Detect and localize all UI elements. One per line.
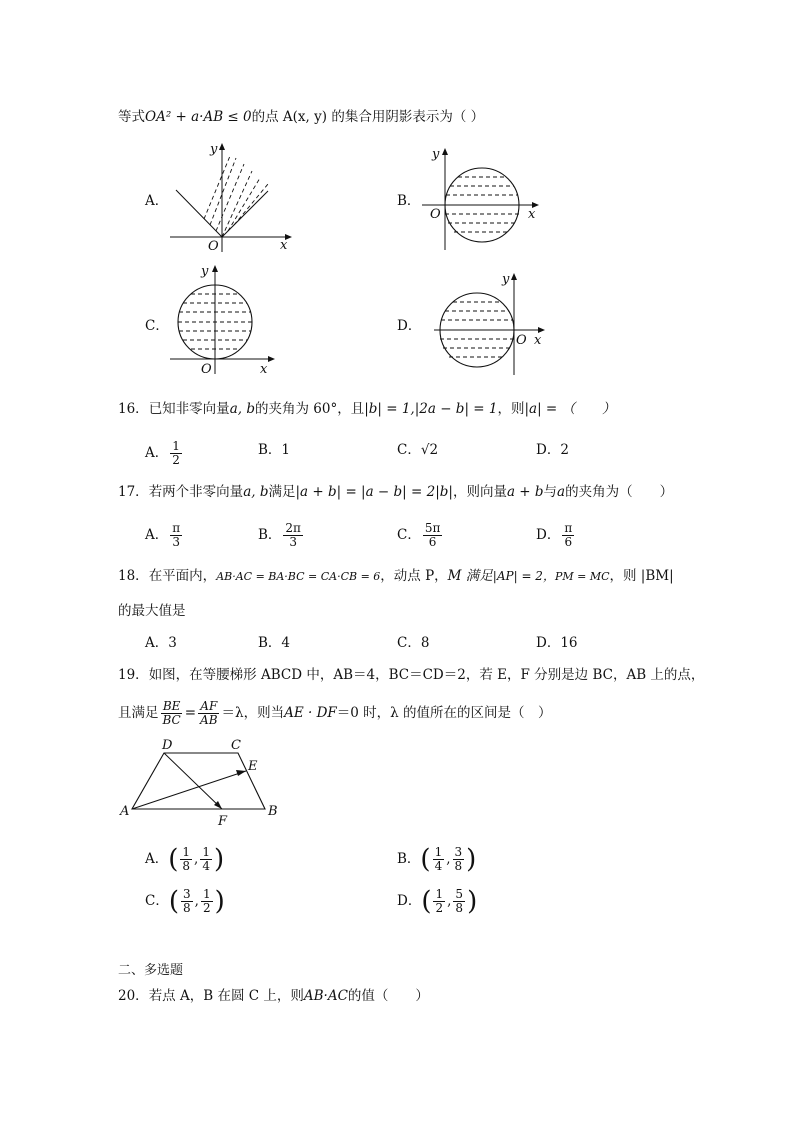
section-title-multi-choice: 二、多选题 (118, 963, 184, 978)
q15-b-x-label: x (528, 207, 536, 222)
q17-option-d[interactable]: D． $\frac{\pi}{6}$ (536, 521, 573, 549)
q18-option-a[interactable]: A．3 (145, 635, 177, 651)
q19-option-d[interactable]: D．( $\frac{1}{2}$ , $\frac{5}{8}$ ) (397, 886, 478, 917)
q15-option-a-label[interactable]: A． (145, 193, 169, 209)
q15-c-x-label: x (260, 362, 268, 377)
q15-option-c-label[interactable]: C． (145, 318, 169, 334)
q18-stem-line2: 的最大值是 (118, 603, 186, 619)
q15-a-o-label: O (208, 239, 219, 254)
q19-option-c[interactable]: C．( $\frac{3}{8}$ , $\frac{1}{2}$ ) (145, 886, 225, 917)
q18-stem: 18．在平面内，AB·AC = BA·BC = CA·CB = 6，动点 P，M 满足|AP| = 2，PM = MC，则 |BM| (118, 568, 674, 584)
q15-option-d-label[interactable]: D． (397, 318, 422, 334)
q15-option-b-label[interactable]: B． (397, 193, 421, 209)
q19-label-e: E (248, 759, 258, 774)
q15-a-x-label: x (280, 238, 288, 253)
q15-graph-d (432, 270, 557, 380)
q17-option-a[interactable]: A． $\frac{\pi}{3}$ (145, 521, 181, 549)
q18-option-b[interactable]: B．4 (258, 635, 291, 651)
q15-graph-b (420, 145, 550, 255)
q15-b-o-label: O (430, 207, 441, 222)
q16-option-b[interactable]: B．1 (258, 442, 291, 458)
q19-label-a: A (120, 804, 130, 819)
q17-option-b[interactable]: B． $\frac{2\pi}{3}$ (258, 521, 301, 549)
q19-option-b[interactable]: B．( $\frac{1}{4}$ , $\frac{3}{8}$ ) (397, 844, 477, 875)
q18-option-d[interactable]: D．16 (536, 635, 578, 651)
q15-expr: OA² + a·AB ≤ 0 (145, 109, 252, 125)
q16-option-c[interactable]: C．√2 (397, 442, 439, 458)
q16-stem: 16．已知非零向量a, b的夹角为 60°，且|b| = 1,|2a − b| = 1，则|a| = （ ） (118, 401, 616, 417)
q19-label-d: D (162, 738, 173, 753)
q16-option-a[interactable]: A． $\frac{1}{2}$ (145, 439, 180, 467)
q15-c-o-label: O (201, 362, 212, 377)
q15-graph-a (170, 140, 295, 255)
q16-option-a-fraction: $\frac{1}{2}$ (172, 439, 180, 467)
q17-stem: 17．若两个非零向量a, b满足|a + b| = |a − b| = 2|b|，则向量a + b与a的夹角为（ ） (118, 484, 674, 500)
q16-option-d[interactable]: D．2 (536, 442, 569, 458)
q19-trapezoid-figure (118, 735, 288, 830)
q19-label-b: B (268, 804, 278, 819)
q15-d-y-label: y (502, 272, 510, 287)
q15-d-o-label: O (516, 333, 527, 348)
q15-graph-c (168, 262, 288, 377)
q18-option-c[interactable]: C．8 (397, 635, 430, 651)
q15-c-y-label: y (201, 264, 209, 279)
q15-d-x-label: x (534, 333, 542, 348)
q15-b-y-label: y (432, 147, 440, 162)
q19-stem-line2: 且满足 $\frac{BE}{BC}$ = $\frac{AF}{AB}$ ＝λ，则当AE · DF＝0 时，λ 的值所在的区间是（ ） (118, 699, 552, 727)
q20-stem: 20．若点 A，B 在圆 C 上，则AB·AC的值（ ） (118, 988, 429, 1004)
q19-stem: 19．如图，在等腰梯形 ABCD 中，AB＝4，BC＝CD＝2，若 E，F 分别是边 BC，AB 上的点， (118, 667, 705, 683)
q19-label-f: F (218, 814, 228, 829)
q17-option-c[interactable]: C． $\frac{5\pi}{6}$ (397, 521, 441, 549)
q19-option-a[interactable]: A．( $\frac{1}{8}$ , $\frac{1}{4}$ ) (145, 844, 225, 875)
q15-stem: 等式OA² + a·AB ≤ 0的点 A(x, y) 的集合用阴影表示为（ ） (118, 109, 485, 125)
q15-a-y-label: y (210, 142, 218, 157)
q19-label-c: C (231, 738, 241, 753)
